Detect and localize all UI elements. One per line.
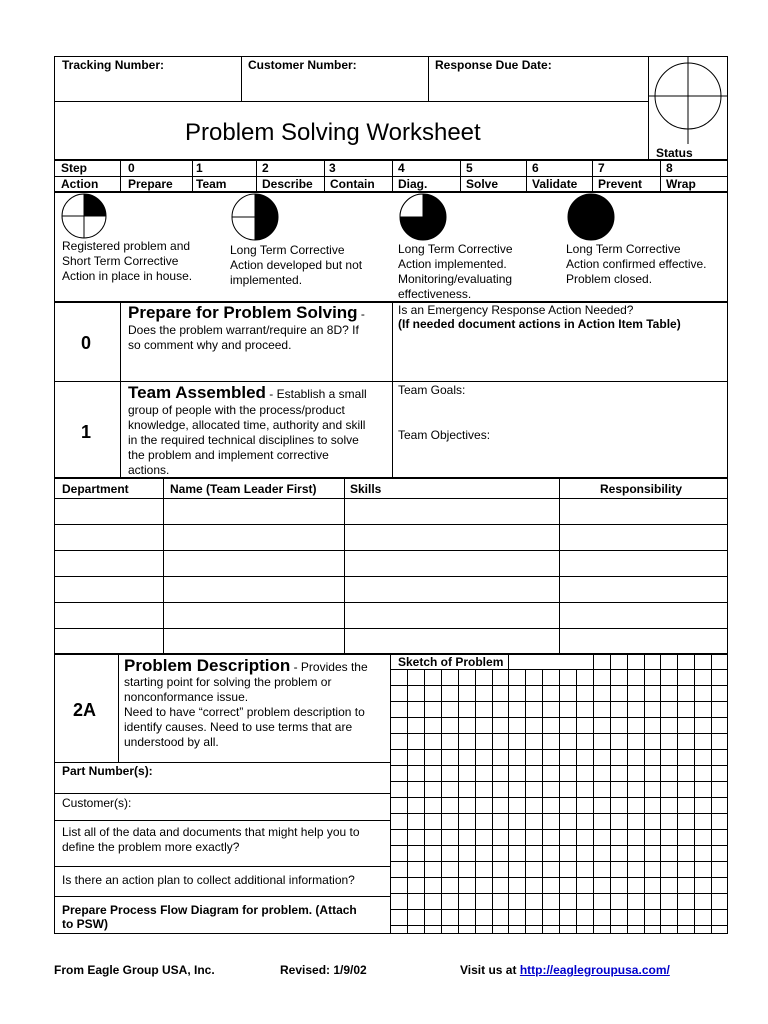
status-three-quarter-icon — [398, 192, 448, 242]
step-action: Team — [196, 177, 227, 191]
footer-visit-label: Visit us at — [460, 963, 517, 977]
section-0-heading — [128, 303, 365, 324]
legend-text: Monitoring/evaluating — [398, 272, 513, 286]
customer-number-label: Customer Number: — [248, 58, 357, 72]
part-numbers-label: Part Number(s): — [62, 764, 153, 778]
status-label: Status — [656, 146, 693, 160]
footer-company: From Eagle Group USA, Inc. — [54, 963, 215, 977]
section-2a-title: Problem Description — [124, 656, 291, 675]
process-flow-note: to PSW) — [62, 917, 108, 931]
team-objectives-label: Team Objectives: — [398, 428, 491, 442]
sketch-grid — [390, 654, 728, 934]
step-action: Wrap — [666, 177, 696, 191]
step-action: Diag. — [398, 177, 428, 191]
sketch-label: Sketch of Problem — [398, 655, 506, 669]
step-action: Prepare — [128, 177, 173, 191]
footer-visit — [460, 963, 670, 977]
header-divider — [54, 101, 648, 102]
section-0-text: so comment why and proceed. — [128, 338, 292, 352]
section-2a-heading — [124, 656, 368, 677]
section-2a-text: identify causes. Need to use terms that are — [124, 720, 353, 734]
step-num: 5 — [466, 161, 473, 175]
section-1-dash: - Establish a small — [265, 387, 367, 401]
section-1-title: Team Assembled — [128, 383, 266, 402]
status-half-icon — [230, 192, 280, 242]
response-due-date-label: Response Due Date: — [435, 58, 552, 72]
step-action: Contain — [330, 177, 375, 191]
section-1-text: the problem and implement corrective — [128, 448, 329, 462]
footer-link[interactable]: http://eaglegroupusa.com/ — [519, 963, 670, 977]
col-skills: Skills — [350, 482, 382, 496]
section-2a-text: understood by all. — [124, 735, 219, 749]
step-label: Step — [61, 161, 88, 175]
col-department: Department — [62, 482, 129, 496]
section-0-dash: - — [357, 307, 365, 321]
section-2a-number: 2A — [73, 700, 97, 720]
action-label: Action — [61, 177, 99, 191]
step-num: 3 — [329, 161, 336, 175]
step-action: Prevent — [598, 177, 643, 191]
step-action: Describe — [262, 177, 313, 191]
legend-text: Short Term Corrective — [62, 254, 179, 268]
customers-label: Customer(s): — [62, 796, 132, 810]
section-2a-text: Need to have “correct” problem description to — [124, 705, 365, 719]
section-0-title: Prepare for Problem Solving — [128, 303, 358, 322]
legend-text: Problem closed. — [566, 272, 653, 286]
legend-text: Action confirmed effective. — [566, 257, 707, 271]
section-2a-dash: - Provides the — [290, 660, 368, 674]
section-1-text: in the required technical disciplines to solve — [128, 433, 359, 447]
footer-revised: Revised: 1/9/02 — [280, 963, 367, 977]
section-2a-text: nonconformance issue. — [124, 690, 249, 704]
step-action: Validate — [532, 177, 578, 191]
section-1-text: actions. — [128, 463, 170, 477]
legend-text: Long Term Corrective — [230, 243, 345, 257]
step-num: 4 — [398, 161, 405, 175]
step-num: 6 — [532, 161, 539, 175]
step-action: Solve — [466, 177, 499, 191]
action-plan-question: Is there an action plan to collect additional information? — [62, 873, 355, 887]
col-responsibility: Responsibility — [600, 482, 683, 496]
section-1-heading — [128, 383, 367, 404]
status-crosshair-icon — [648, 56, 728, 146]
process-flow-note: Prepare Process Flow Diagram for problem. (Attach — [62, 903, 357, 917]
legend-text: effectiveness. — [398, 287, 472, 301]
step-num: 1 — [196, 161, 203, 175]
legend-text: Long Term Corrective — [398, 242, 513, 256]
section-1-text: knowledge, allocated time, authority and skill — [128, 418, 366, 432]
page-title: Problem Solving Worksheet — [185, 119, 481, 146]
section-2a-text: starting point for solving the problem or — [124, 675, 332, 689]
emergency-note: (If needed document actions in Action Item Table) — [398, 317, 681, 331]
legend-text: Long Term Corrective — [566, 242, 681, 256]
legend-text: implemented. — [230, 273, 303, 287]
tracking-number-label: Tracking Number: — [62, 58, 165, 72]
team-goals-label: Team Goals: — [398, 383, 466, 397]
section-1-text: group of people with the process/product — [128, 403, 345, 417]
status-full-icon — [566, 192, 616, 242]
col-name: Name (Team Leader First) — [170, 482, 317, 496]
emergency-question: Is an Emergency Response Action Needed? — [398, 303, 634, 317]
legend-text: Registered problem and — [62, 239, 191, 253]
data-documents-question: define the problem more exactly? — [62, 840, 240, 854]
legend-text: Action implemented. — [398, 257, 507, 271]
step-num: 0 — [128, 161, 135, 175]
section-1-number: 1 — [81, 422, 92, 442]
step-num: 2 — [262, 161, 269, 175]
section-0-text: Does the problem warrant/require an 8D? If — [128, 323, 359, 337]
status-quarter-icon — [60, 192, 108, 240]
section-0-number: 0 — [81, 333, 92, 353]
data-documents-question: List all of the data and documents that might help you to — [62, 825, 360, 839]
legend-text: Action developed but not — [230, 258, 363, 272]
step-num: 7 — [598, 161, 605, 175]
legend-text: Action in place in house. — [62, 269, 193, 283]
step-num: 8 — [666, 161, 673, 175]
